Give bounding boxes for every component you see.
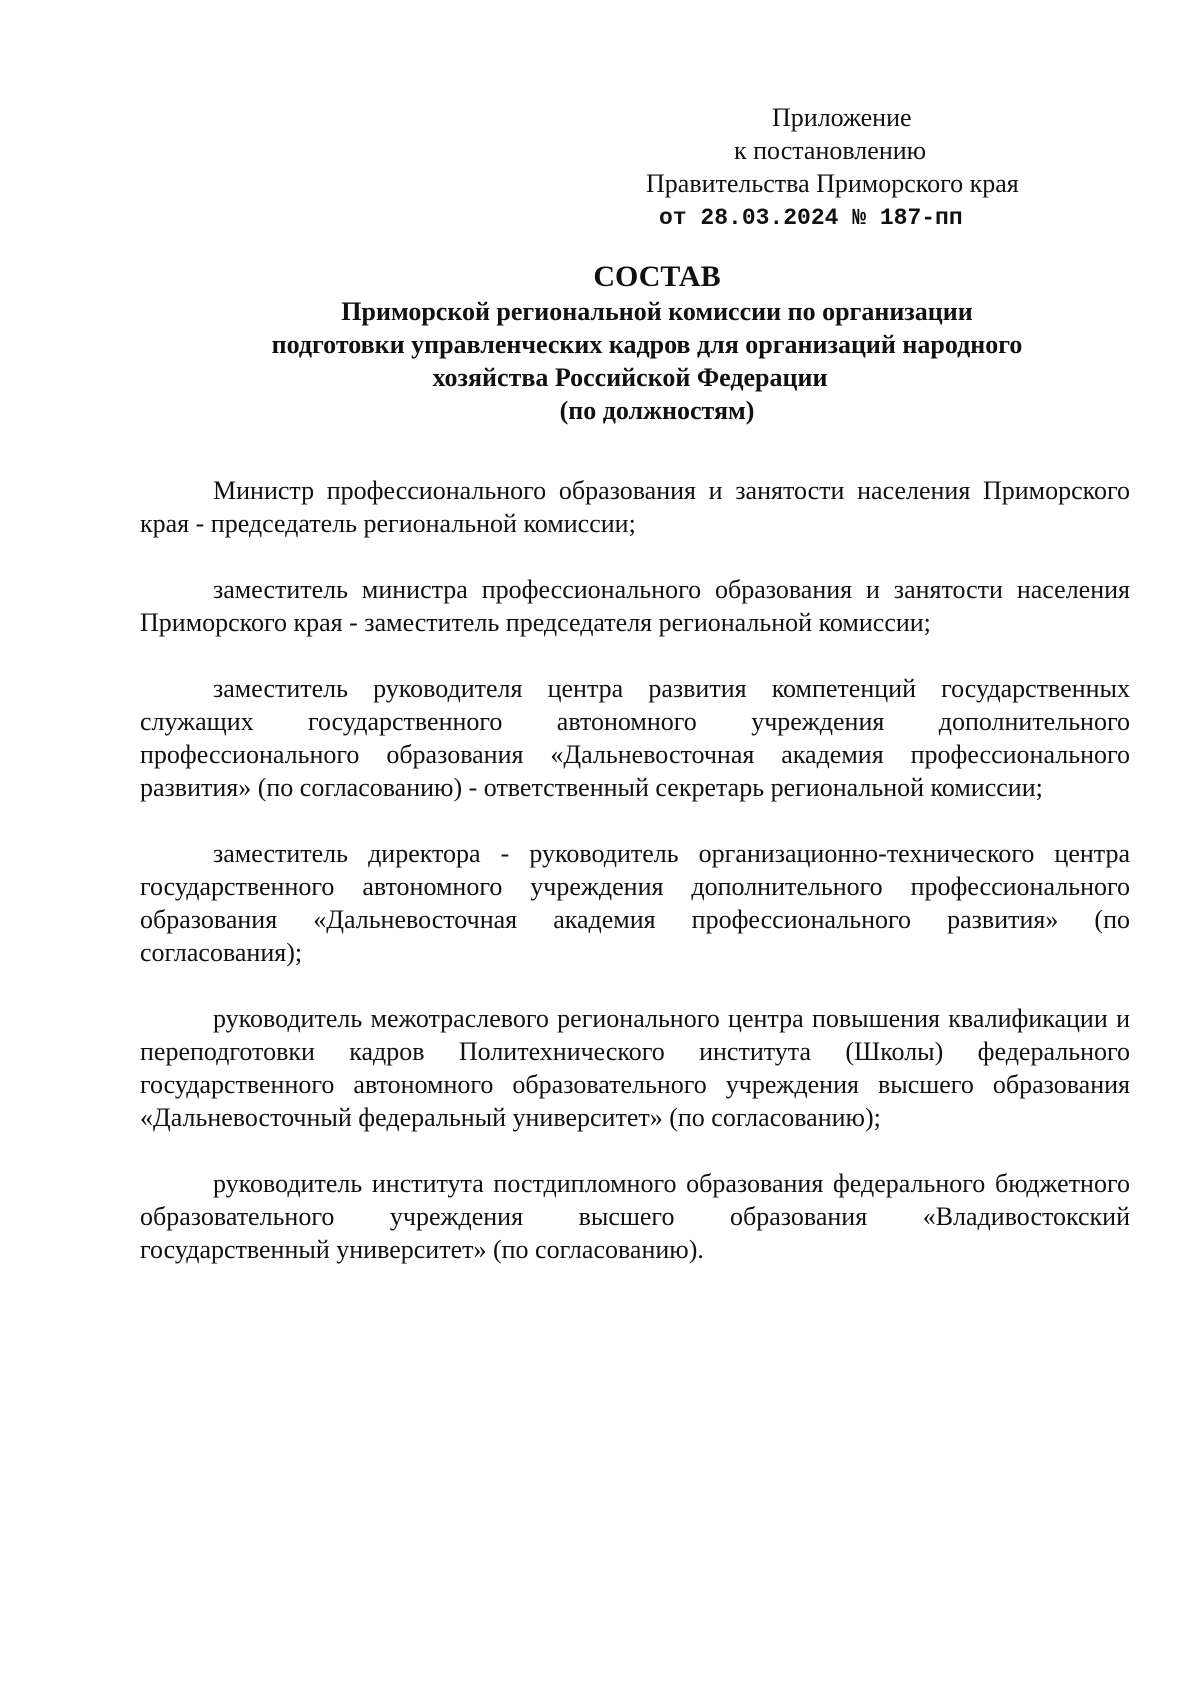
appendix-date-number: от 28.03.2024 № 187-пп xyxy=(659,205,963,231)
member-deputy-chairman: заместитель министра профессионального образования и занятости населения Приморского края - заместитель председателя региональной комиссии; xyxy=(140,575,1130,637)
appendix-government: Правительства Приморского края xyxy=(646,169,1019,198)
member-chairman: Министр профессионального образования и занятости населения Приморского края - председатель региональной комиссии; xyxy=(140,476,1130,538)
document-subtitle-line: хозяйства Российской Федерации xyxy=(432,363,828,392)
member-item: руководитель межотраслевого регионального центра повышения квалификации и переподготовки кадров Политехнического института (Школы) федерального государственного автономного образовательного учреждения высшего образования «Дальневосточный федеральный университет» (по согласованию); xyxy=(140,1004,1130,1132)
appendix-label: Приложение xyxy=(772,103,912,132)
member-item: руководитель института постдипломного образования федерального бюджетного образовательного учреждения высшего образования «Владивостокский государственный университет» (по согласованию). xyxy=(140,1169,1130,1264)
member-secretary: заместитель руководителя центра развития компетенций государственных служащих государственного автономного учреждения дополнительного профессионального образования «Дальневосточная академия профессионального развития» (по согласованию) - ответственный секретарь региональной комиссии; xyxy=(140,674,1130,802)
appendix-resolution-ref: к постановлению xyxy=(734,136,927,165)
members-list xyxy=(140,474,1130,1299)
document-subtitle-line: подготовки управленческих кадров для организаций народного xyxy=(271,330,1023,359)
title-block xyxy=(140,259,1130,427)
appendix-header xyxy=(646,101,1086,235)
document-title: СОСТАВ xyxy=(593,260,721,293)
document-subtitle-note: (по должностям) xyxy=(559,396,755,425)
member-item: заместитель директора - руководитель организационно-технического центра государственного автономного учреждения дополнительного профессионального образования «Дальневосточная академия профессионального развития» (по согласования); xyxy=(140,839,1130,967)
document-subtitle-line: Приморской региональной комиссии по организации xyxy=(341,297,973,326)
